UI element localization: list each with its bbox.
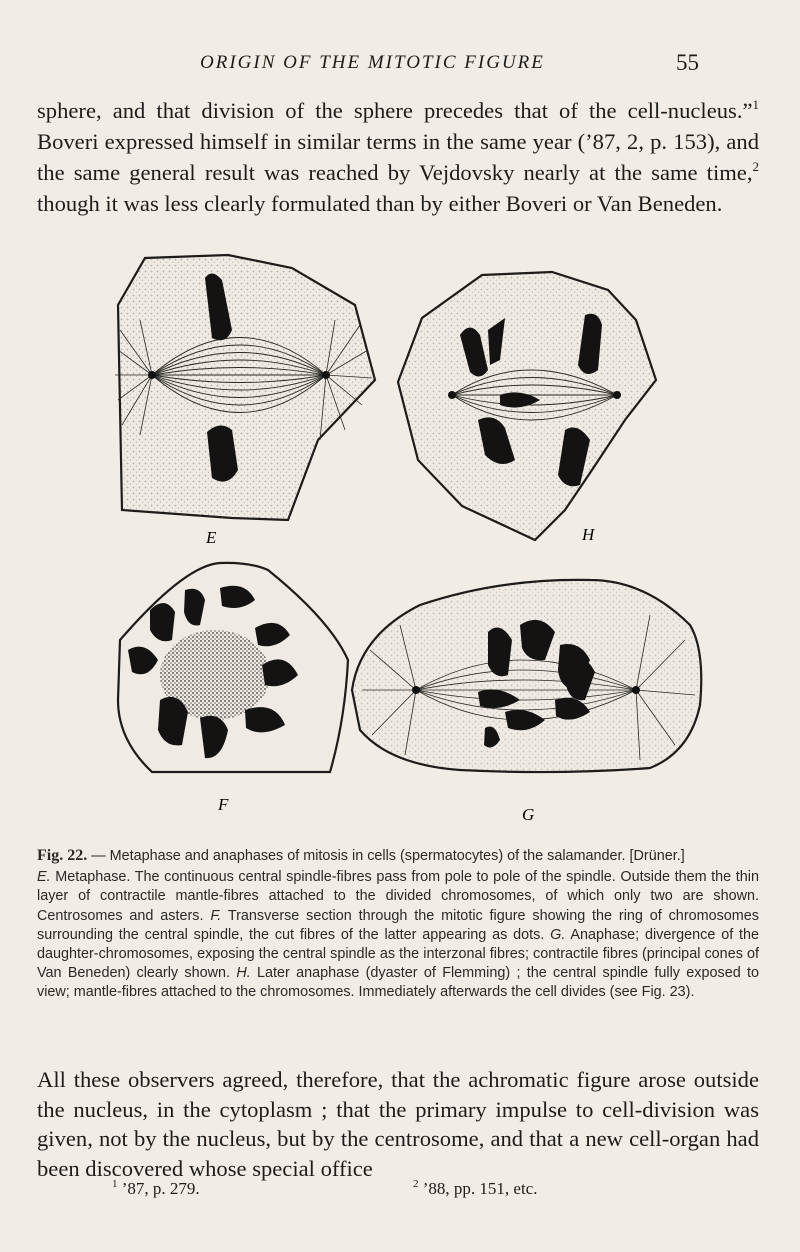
para-top-text-1: sphere, and that division of the sphere precedes that of the cell-nucleus.” <box>37 98 753 123</box>
centrosome-G-right <box>632 686 640 694</box>
panel-F-label: F <box>218 795 229 814</box>
caption-dash: — <box>87 848 110 864</box>
para-bottom-text: All these observers agreed, therefore, that the achromatic figure arose outside the nucleus, in the cytoplasm ; that the primary impulse to cell-division was given, not by the nucleus, but by the centrosome, and that a new cell-organ had been discovered whose special office <box>37 1067 759 1181</box>
centrosome-H-right <box>613 391 621 399</box>
footnote-2-text: ’88, pp. 151, etc. <box>418 1179 538 1198</box>
footnote-ref-1[interactable]: 1 <box>752 97 759 112</box>
panel-H <box>398 272 656 544</box>
paragraph-bottom <box>37 1065 759 1183</box>
caption-E-label: E. <box>37 869 51 886</box>
para-top-text-2: Boveri expressed himself in similar terms in the same year (’87, 2, p. 153), and the same general result was reached by Vejdovsky nearly at the same time, <box>37 129 759 185</box>
figure-caption <box>37 846 759 1003</box>
panel-E <box>115 255 375 547</box>
centrosome-G-left <box>412 686 420 694</box>
panel-G-label: G <box>522 805 535 824</box>
caption-E-text: Metaphase. The continuous central spindle-fibres pass from pole to pole of the spindle. Outside them the thin layer of contractile mantle-fibres attached to the divided chromosomes, of which only two are shown. Centrosomes and asters. <box>37 869 759 924</box>
footnote-1-mark: 1 <box>112 1178 118 1190</box>
running-head-title: ORIGIN OF THE MITOTIC FIGURE <box>200 52 545 73</box>
caption-H-text: Later anaphase (dyaster of Flemming) ; the central spindle fully exposed to view; mantle-fibres attached to the chromosomes. Immediately afterwards the cell divides (see Fig. 23). <box>37 965 760 1001</box>
centrosome-E-left <box>148 371 156 379</box>
caption-H-label: H. <box>236 965 251 982</box>
caption-fig-number: Fig. 22. <box>37 847 88 864</box>
para-top-text-3: though it was less clearly formulated than by either Boveri or Van Beneden. <box>37 191 723 216</box>
caption-F-label: F. <box>210 907 222 924</box>
caption-G-text: Anaphase; divergence of the daughter-chromosomes, exposing the central spindle as the interzonal fibres; contractile fibres (principal cones of Van Beneden) clearly shown. <box>37 926 760 982</box>
page-number: 55 <box>676 50 699 75</box>
caption-title: Metaphase and anaphases of mitosis in cells (spermatocytes) of the salamander. [Drüner.] <box>109 848 685 864</box>
panel-G <box>352 580 701 824</box>
caption-G-label: G. <box>550 926 566 943</box>
footnote-1-text: ’87, p. 279. <box>117 1179 200 1198</box>
panel-F <box>118 563 348 814</box>
panel-H-label: H <box>582 525 595 544</box>
centrosome-E-right <box>322 371 330 379</box>
panel-E-label: E <box>206 528 217 547</box>
footnote-ref-2[interactable]: 2 <box>752 159 759 174</box>
footnote-2 <box>413 1179 537 1199</box>
caption-F-text: Transverse section through the mitotic figure showing the ring of chromosomes surrounding the central spindle, the cut fibres of the latter appearing as dots. <box>37 907 759 943</box>
footnote-2-mark: 2 <box>413 1178 419 1190</box>
centrosome-H-left <box>448 391 456 399</box>
footnote-1 <box>112 1179 200 1199</box>
